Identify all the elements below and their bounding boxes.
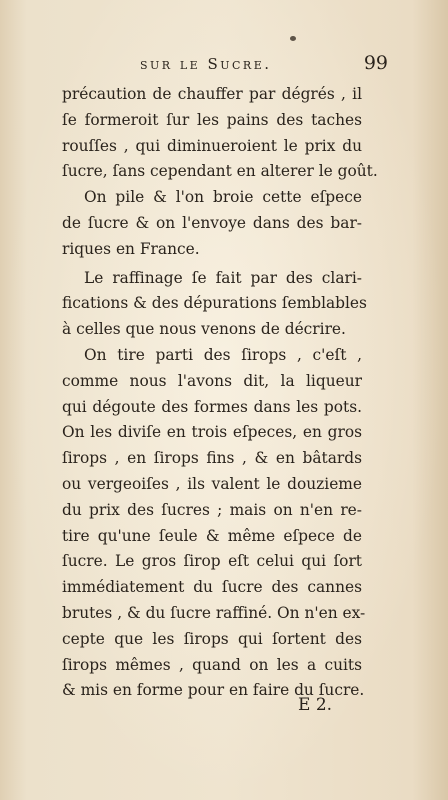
text-line: On pile & l'on broie cette eſpece xyxy=(84,188,362,207)
text-line: tire qu'une ſeule & même eſpece de xyxy=(62,526,362,545)
text-line: de ſucre & on l'envoye dans des bar- xyxy=(62,213,362,232)
text-line: & mis en forme pour en faire du ſucre. xyxy=(62,681,365,700)
text-line: ſirops , en ſirops fins , & en bâtards xyxy=(62,449,362,468)
text-line: cepte que les ſirops qui ſortent des xyxy=(62,629,362,648)
page-number: 99 xyxy=(363,52,388,74)
text-line: riques en France. xyxy=(62,239,200,258)
text-line: fications & des dépurations ſemblables xyxy=(62,294,367,313)
text-line: brutes , & du ſucre raffiné. On n'en ex- xyxy=(62,603,366,622)
text-line: rouſſes , qui diminueroient le prix du xyxy=(62,136,362,155)
text-line: à celles que nous venons de décrire. xyxy=(62,320,346,339)
text-line: ſucre, ſans cependant en alterer le goût. xyxy=(62,162,378,181)
text-line: ou vergeoiſes , ils valent le douzieme xyxy=(62,474,362,493)
ink-blot xyxy=(290,36,296,41)
text-line: du prix des ſucres ; mais on n'en re- xyxy=(62,500,362,519)
text-line: On les diviſe en trois eſpeces, en gros xyxy=(62,423,362,442)
text-line: Le raffinage ſe fait par des clari- xyxy=(84,268,362,287)
running-title: sur le Sucre. xyxy=(140,55,272,73)
page-header xyxy=(140,52,388,74)
text-line: immédiatement du ſucre des cannes xyxy=(62,578,362,597)
text-line: On tire parti des ſirops , c'eſt , xyxy=(84,345,362,364)
text-line: ſe formeroit ſur les pains des taches xyxy=(62,110,362,129)
text-line: comme nous l'avons dit, la liqueur xyxy=(62,371,362,390)
text-line: ſucre. Le gros ſirop eſt celui qui ſort xyxy=(62,552,362,571)
text-line: ſirops mêmes , quand on les a cuits xyxy=(62,655,362,674)
catchword: E 2. xyxy=(298,695,333,715)
text-line: précaution de chauffer par dégrés , il xyxy=(62,85,362,103)
text-line: qui dégoute des formes dans les pots. xyxy=(62,397,362,416)
body-text xyxy=(62,82,378,704)
